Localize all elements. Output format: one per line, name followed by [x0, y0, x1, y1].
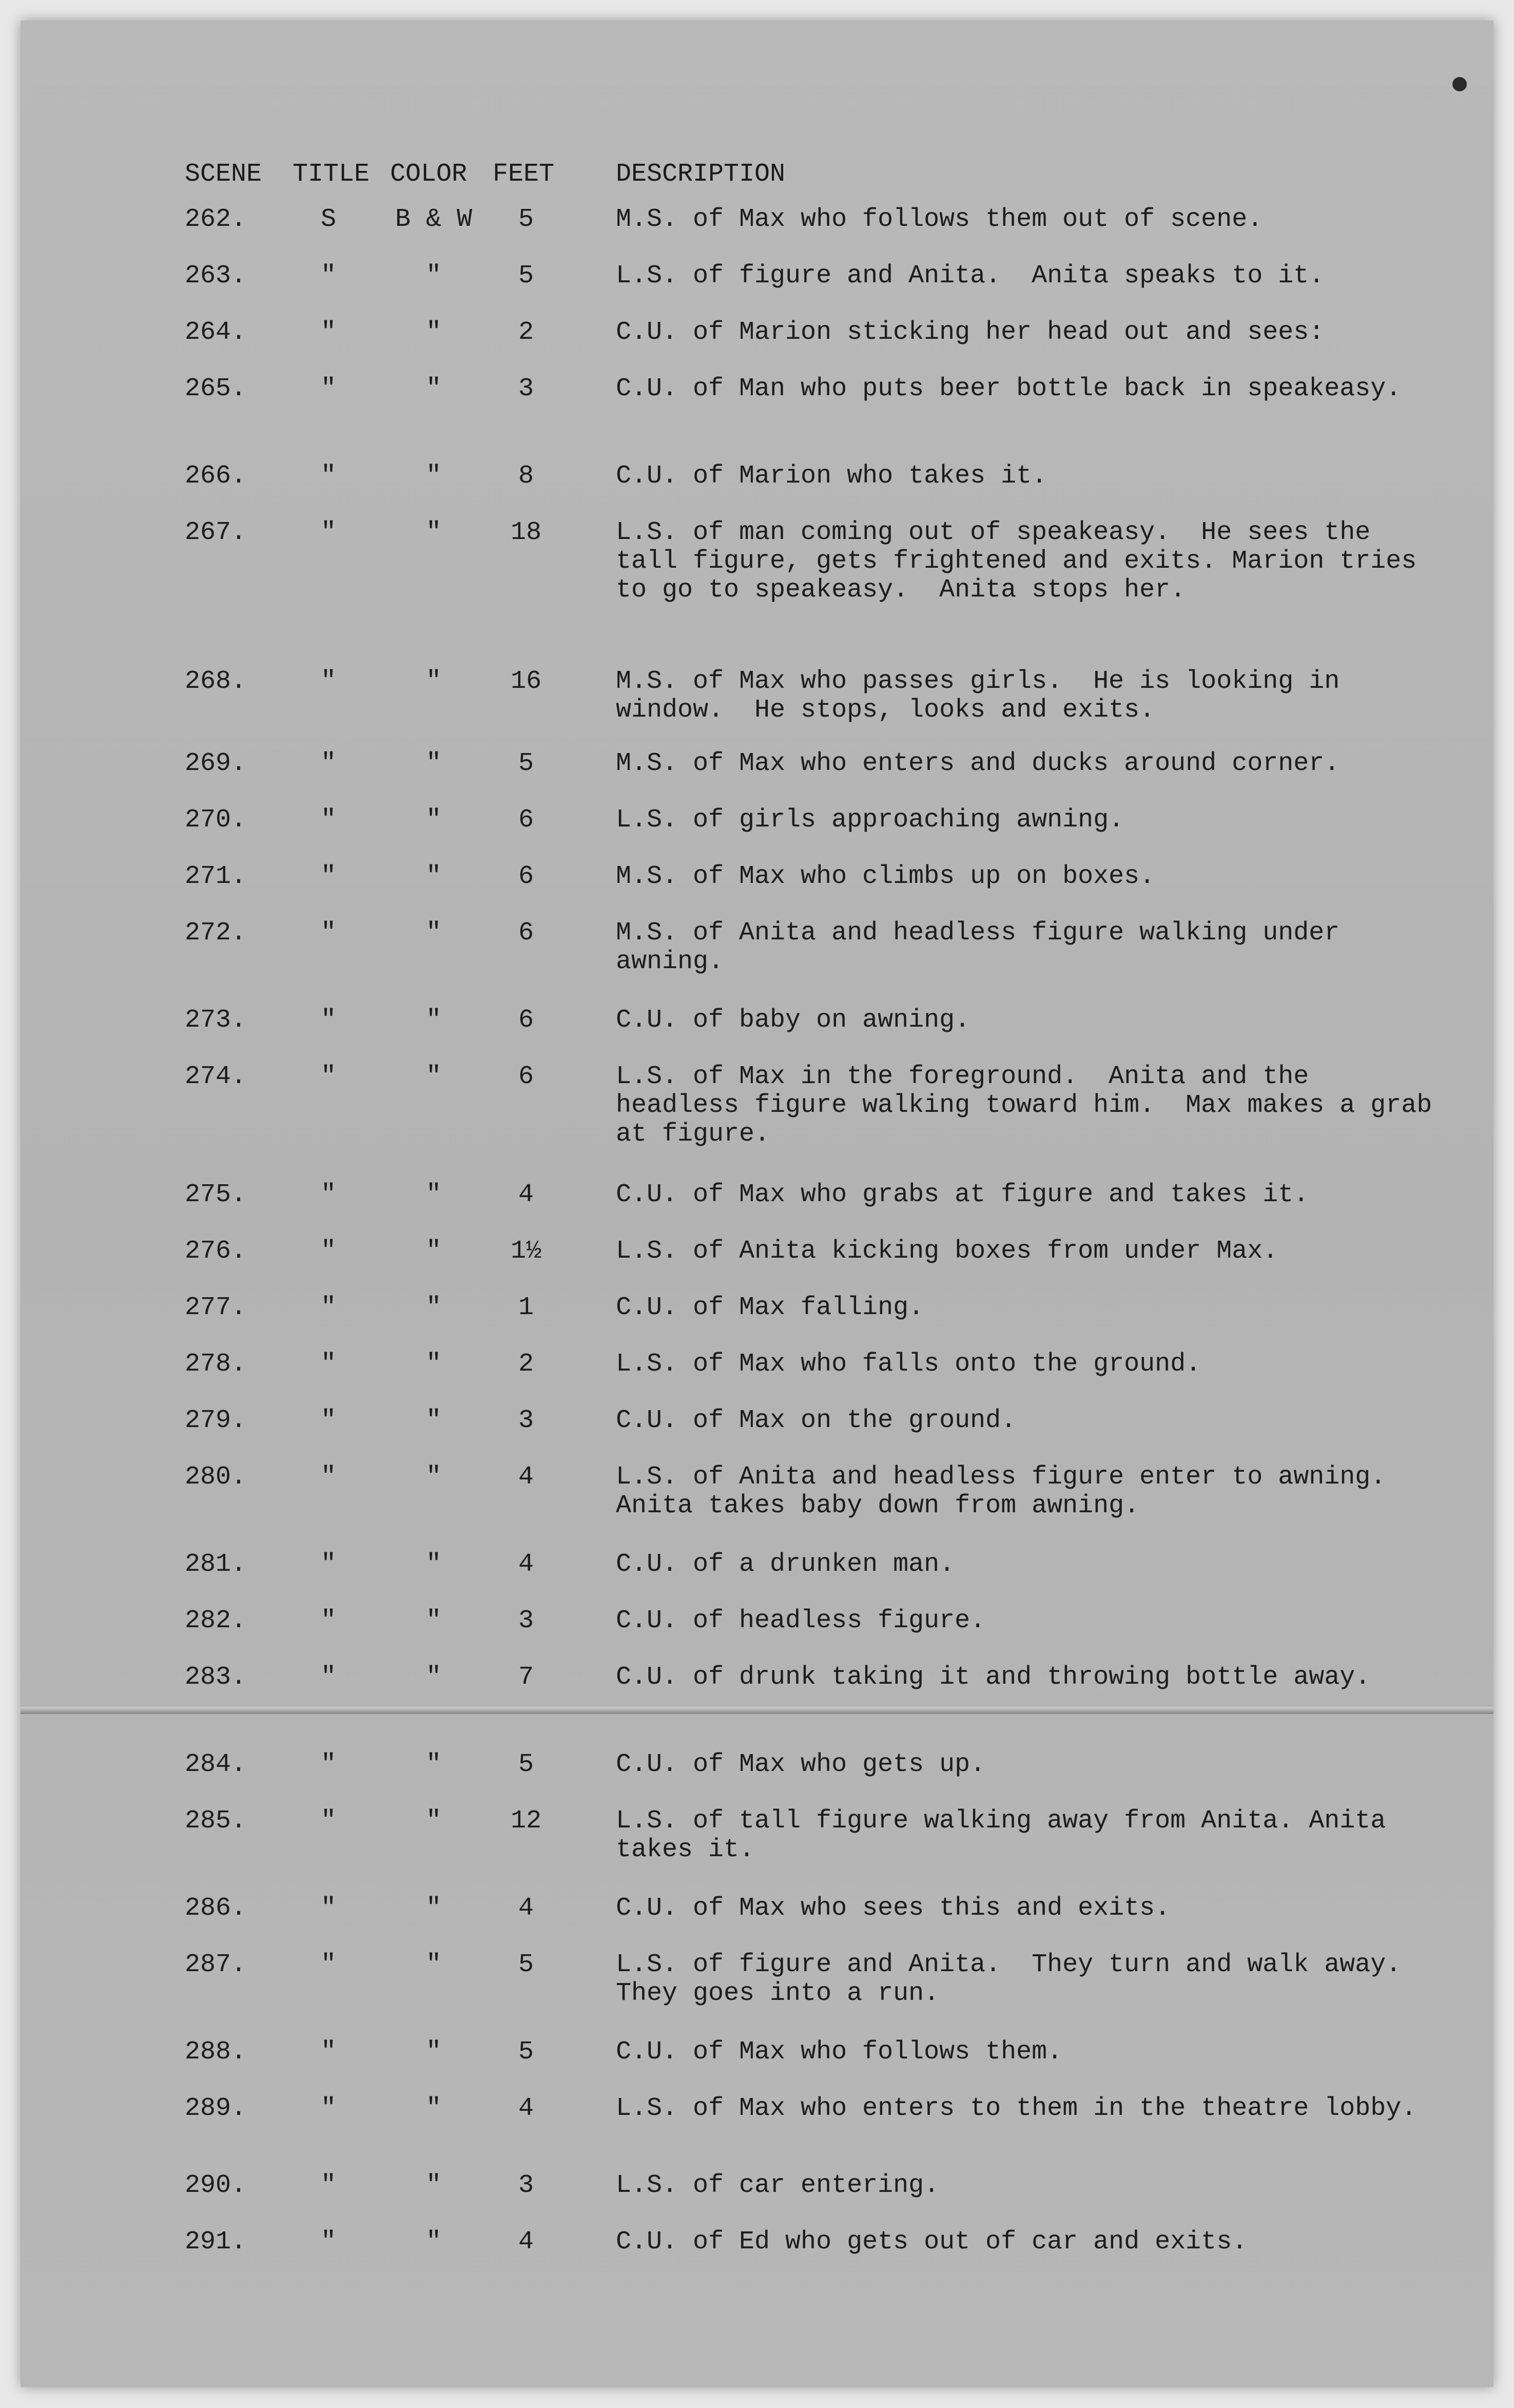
color-cell: " — [425, 1293, 441, 1322]
color-cell: B & W — [395, 205, 473, 234]
color-cell: " — [425, 1894, 441, 1923]
description-cell: C.U. of Max on the ground. — [616, 1406, 1017, 1435]
scene-number: 264. — [185, 318, 247, 347]
title-cell: S — [320, 205, 336, 234]
scene-number: 272. — [185, 918, 247, 948]
title-cell: " — [320, 749, 336, 778]
scene-number: 266. — [185, 461, 247, 491]
feet-cell: 4 — [518, 1462, 534, 1492]
description-cell: L.S. of car entering. — [616, 2171, 940, 2200]
feet-cell: 6 — [518, 805, 534, 835]
color-cell: " — [425, 461, 441, 491]
scene-number: 262. — [185, 205, 247, 234]
color-cell: " — [425, 918, 441, 948]
title-cell: " — [320, 2094, 336, 2123]
title-cell: " — [320, 667, 336, 696]
scene-number: 279. — [185, 1406, 247, 1435]
color-cell: " — [425, 2094, 441, 2123]
scene-number: 275. — [185, 1180, 247, 1209]
scene-number: 273. — [185, 1006, 247, 1035]
title-cell: " — [320, 2171, 336, 2200]
color-cell: " — [425, 1462, 441, 1492]
color-cell: " — [425, 2037, 441, 2067]
scene-number: 274. — [185, 1062, 247, 1091]
scene-number: 280. — [185, 1462, 247, 1492]
scene-number: 284. — [185, 1750, 247, 1779]
feet-cell: 4 — [518, 1180, 534, 1209]
title-cell: " — [320, 261, 336, 291]
scene-number: 265. — [185, 374, 247, 403]
color-cell: " — [425, 2171, 441, 2200]
scene-number: 286. — [185, 1894, 247, 1923]
scene-number: 282. — [185, 1606, 247, 1635]
title-cell: " — [320, 318, 336, 347]
title-cell: " — [320, 1237, 336, 1266]
color-cell: " — [425, 1006, 441, 1035]
title-cell: " — [320, 1894, 336, 1923]
scene-number: 278. — [185, 1350, 247, 1379]
header-color: COLOR — [390, 160, 468, 189]
feet-cell: 6 — [518, 862, 534, 891]
feet-cell: 16 — [510, 667, 541, 696]
title-cell: " — [320, 2227, 336, 2257]
title-cell: " — [320, 1006, 336, 1035]
color-cell: " — [425, 749, 441, 778]
description-cell: C.U. of Max who sees this and exits. — [616, 1894, 1171, 1923]
feet-cell: 6 — [518, 1006, 534, 1035]
title-cell: " — [320, 374, 336, 403]
description-cell: L.S. of Max who falls onto the ground. — [616, 1350, 1201, 1379]
color-cell: " — [425, 667, 441, 696]
color-cell: " — [425, 518, 441, 547]
description-cell: M.S. of Max who enters and ducks around corner. — [616, 749, 1340, 778]
title-cell: " — [320, 1663, 336, 1692]
scene-number: 268. — [185, 667, 247, 696]
description-cell: L.S. of Anita and headless figure enter to awning. Anita takes baby down from awning. — [616, 1462, 1417, 1520]
description-cell: C.U. of a drunken man. — [616, 1550, 955, 1579]
typed-document-page — [21, 21, 1493, 2387]
feet-cell: 5 — [518, 1950, 534, 1979]
feet-cell: 3 — [518, 2171, 534, 2200]
scene-number: 271. — [185, 862, 247, 891]
header-feet: FEET — [493, 160, 555, 189]
description-cell: L.S. of figure and Anita. Anita speaks to it. — [616, 261, 1325, 291]
feet-cell: 2 — [518, 1350, 534, 1379]
color-cell: " — [425, 1237, 441, 1266]
title-cell: " — [320, 1806, 336, 1836]
scene-number: 270. — [185, 805, 247, 835]
color-cell: " — [425, 318, 441, 347]
header-scene: SCENE — [185, 160, 262, 189]
scene-number: 267. — [185, 518, 247, 547]
feet-cell: 8 — [518, 461, 534, 491]
scene-number: 269. — [185, 749, 247, 778]
feet-cell: 6 — [518, 918, 534, 948]
color-cell: " — [425, 1606, 441, 1635]
color-cell: " — [425, 862, 441, 891]
color-cell: " — [425, 1350, 441, 1379]
description-cell: M.S. of Max who passes girls. He is looking in window. He stops, looks and exits. — [616, 667, 1355, 725]
scene-number: 281. — [185, 1550, 247, 1579]
description-cell: C.U. of drunk taking it and throwing bottle away. — [616, 1663, 1371, 1692]
description-cell: L.S. of figure and Anita. They turn and walk away. They goes into a run. — [616, 1950, 1432, 2008]
title-cell: " — [320, 1062, 336, 1091]
feet-cell: 5 — [518, 749, 534, 778]
title-cell: " — [320, 1606, 336, 1635]
description-cell: C.U. of Max who follows them. — [616, 2037, 1063, 2067]
description-cell: C.U. of headless figure. — [616, 1606, 986, 1635]
scene-number: 289. — [185, 2094, 247, 2123]
color-cell: " — [425, 1663, 441, 1692]
title-cell: " — [320, 2037, 336, 2067]
feet-cell: 5 — [518, 2037, 534, 2067]
color-cell: " — [425, 805, 441, 835]
feet-cell: 5 — [518, 205, 534, 234]
title-cell: " — [320, 461, 336, 491]
description-cell: L.S. of Max in the foreground. Anita and the headless figure walking toward him. Max makes a grab at figure. — [616, 1062, 1448, 1149]
description-cell: C.U. of baby on awning. — [616, 1006, 970, 1035]
feet-cell: 4 — [518, 1550, 534, 1579]
title-cell: " — [320, 1180, 336, 1209]
title-cell: " — [320, 918, 336, 948]
description-cell: C.U. of Max falling. — [616, 1293, 924, 1322]
color-cell: " — [425, 1062, 441, 1091]
feet-cell: 7 — [518, 1663, 534, 1692]
title-cell: " — [320, 1406, 336, 1435]
color-cell: " — [425, 1806, 441, 1836]
feet-cell: 1 — [518, 1293, 534, 1322]
title-cell: " — [320, 518, 336, 547]
description-cell: C.U. of Marion sticking her head out and sees: — [616, 318, 1325, 347]
color-cell: " — [425, 1950, 441, 1979]
description-cell: C.U. of Max who grabs at figure and takes it. — [616, 1180, 1309, 1209]
description-cell: C.U. of Man who puts beer bottle back in speakeasy. — [616, 374, 1402, 403]
feet-cell: 1½ — [510, 1237, 541, 1266]
scene-number: 285. — [185, 1806, 247, 1836]
feet-cell: 3 — [518, 1406, 534, 1435]
paper-fold — [21, 1707, 1493, 1714]
feet-cell: 6 — [518, 1062, 534, 1091]
description-cell: C.U. of Marion who takes it. — [616, 461, 1047, 491]
description-cell: L.S. of girls approaching awning. — [616, 805, 1124, 835]
scene-number: 288. — [185, 2037, 247, 2067]
title-cell: " — [320, 1350, 336, 1379]
feet-cell: 4 — [518, 1894, 534, 1923]
description-cell: C.U. of Max who gets up. — [616, 1750, 986, 1779]
feet-cell: 5 — [518, 1750, 534, 1779]
punch-hole — [1452, 77, 1467, 91]
title-cell: " — [320, 1462, 336, 1492]
color-cell: " — [425, 261, 441, 291]
description-cell: L.S. of tall figure walking away from Anita. Anita takes it. — [616, 1806, 1402, 1864]
color-cell: " — [425, 1750, 441, 1779]
scene-number: 291. — [185, 2227, 247, 2257]
feet-cell: 4 — [518, 2094, 534, 2123]
feet-cell: 3 — [518, 1606, 534, 1635]
title-cell: " — [320, 805, 336, 835]
color-cell: " — [425, 2227, 441, 2257]
title-cell: " — [320, 1750, 336, 1779]
scene-number: 287. — [185, 1950, 247, 1979]
color-cell: " — [425, 374, 441, 403]
feet-cell: 2 — [518, 318, 534, 347]
feet-cell: 18 — [510, 518, 541, 547]
scene-number: 276. — [185, 1237, 247, 1266]
title-cell: " — [320, 862, 336, 891]
header-description: DESCRIPTION — [616, 160, 786, 189]
description-cell: M.S. of Anita and headless figure walking under awning. — [616, 918, 1355, 976]
color-cell: " — [425, 1550, 441, 1579]
feet-cell: 5 — [518, 261, 534, 291]
header-title: TITLE — [293, 160, 370, 189]
description-cell: M.S. of Max who follows them out of scene. — [616, 205, 1263, 234]
feet-cell: 4 — [518, 2227, 534, 2257]
feet-cell: 12 — [510, 1806, 541, 1836]
description-cell: L.S. of Max who enters to them in the theatre lobby. — [616, 2094, 1417, 2123]
description-cell: L.S. of Anita kicking boxes from under Max. — [616, 1237, 1278, 1266]
feet-cell: 3 — [518, 374, 534, 403]
scene-number: 263. — [185, 261, 247, 291]
color-cell: " — [425, 1180, 441, 1209]
description-cell: L.S. of man coming out of speakeasy. He sees the tall figure, gets frightened and exits. Marion tries to go to speakeasy. Anita stops her. — [616, 518, 1432, 605]
scene-number: 277. — [185, 1293, 247, 1322]
scene-number: 290. — [185, 2171, 247, 2200]
color-cell: " — [425, 1406, 441, 1435]
title-cell: " — [320, 1293, 336, 1322]
description-cell: M.S. of Max who climbs up on boxes. — [616, 862, 1155, 891]
scene-number: 283. — [185, 1663, 247, 1692]
title-cell: " — [320, 1550, 336, 1579]
description-cell: C.U. of Ed who gets out of car and exits. — [616, 2227, 1248, 2257]
title-cell: " — [320, 1950, 336, 1979]
